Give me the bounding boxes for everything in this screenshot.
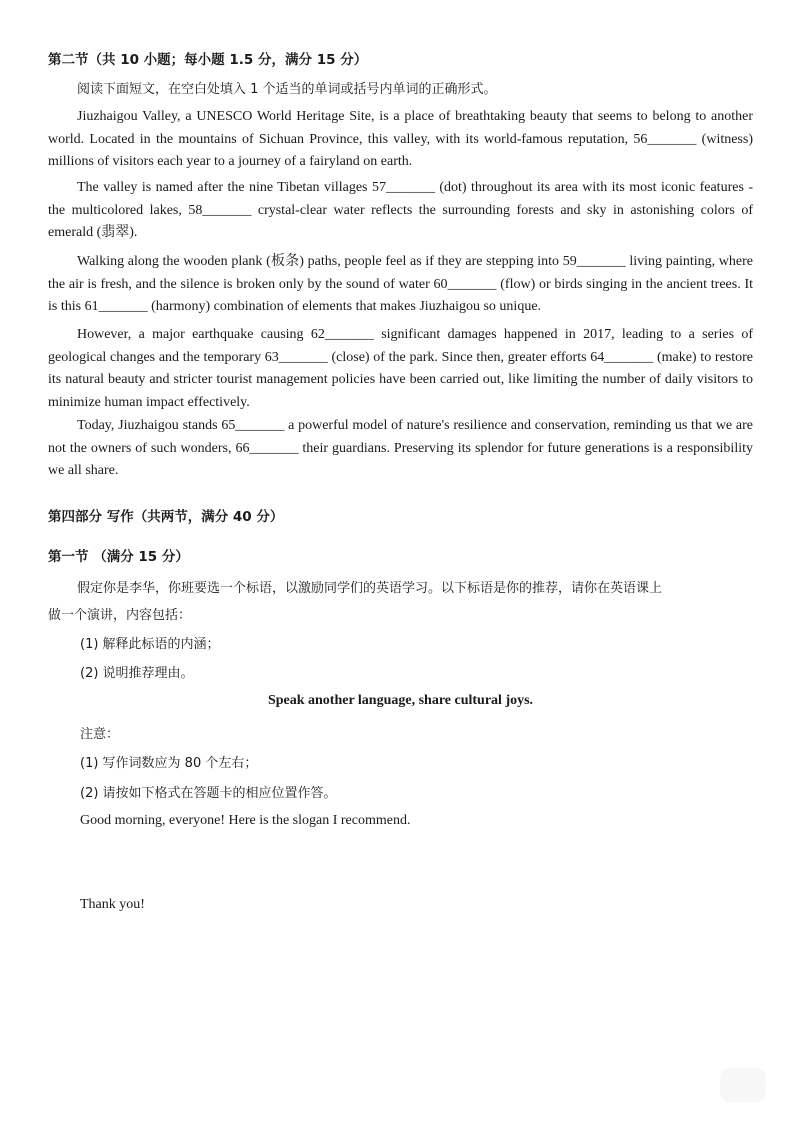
note-label: 注意： (80, 727, 120, 742)
writing-prompt-continued: 做一个演讲，内容包括： (48, 608, 192, 623)
passage-paragraph-3: Walking along the wooden plank (板条) paths, people feel as if they are stepping into 59_______ living painting, where the air is fresh, and the silence is broken only by the sound of water 60_______ (flow) or birds singing in the ancient trees. It is this 61_______ (harmony) combination of elements that makes Jiuzhaigou so unique. (48, 254, 753, 314)
passage-paragraph-4: However, a major earthquake causing 62_______ significant damages happened in 2017, leading to a series of geological changes and the temporary 63_______ (close) of the park. Since then, greater efforts 64_______ (make) to restore its natural beauty and stricter tourist management policies have been carried out, like limiting the number of daily visitors to minimize human impact effectively. (48, 327, 753, 410)
requirement-item-1: (1) 解释此标语的内涵； (80, 637, 220, 652)
requirement-item-2: (2) 说明推荐理由。 (80, 666, 194, 681)
passage-paragraph-1: Jiuzhaigou Valley, a UNESCO World Heritage Site, is a place of breathtaking beauty that seems to belong to another world. Located in the mountains of Sichuan Province, this valley, with its world-famous reputation, 56_______ (witness) millions of visitors each year to a journey of a fairyland on earth. (48, 109, 753, 169)
slogan: Speak another language, share cultural joys. (267, 693, 534, 708)
part-4-title: 第四部分 写作（共两节，满分 40 分） (48, 509, 284, 525)
speech-closing: Thank you! (80, 897, 145, 912)
section-2-instruction: 阅读下面短文，在空白处填入 1 个适当的单词或括号内单词的正确形式。 (77, 82, 497, 97)
watermark-logo (720, 1068, 766, 1102)
section-1-title: 第一节 （满分 15 分） (48, 549, 189, 565)
writing-prompt: 假定你是李华，你班要选一个标语，以激励同学们的英语学习。以下标语是你的推荐，请你在英语课上 (77, 581, 663, 596)
speech-opening: Good morning, everyone! Here is the slogan I recommend. (80, 813, 411, 828)
passage-paragraph-5: Today, Jiuzhaigou stands 65_______ a powerful model of nature's resilience and conservation, reminding us that we are not the owners of such wonders, 66_______ their guardians. Preserving its splendor for future generations is a responsibility we all share. (48, 418, 753, 478)
note-item-1: (1) 写作词数应为 80 个左右； (80, 756, 258, 771)
passage-paragraph-2: The valley is named after the nine Tibetan villages 57_______ (dot) throughout its area with its most iconic features - the multicolored lakes, 58_______ crystal-clear water reflects the surrounding forests and sky in astonishing colors of emerald (翡翠). (48, 180, 753, 240)
note-item-2: (2) 请按如下格式在答题卡的相应位置作答。 (80, 786, 337, 801)
section-2-title: 第二节（共 10 小题；每小题 1.5 分，满分 15 分） (48, 52, 368, 68)
